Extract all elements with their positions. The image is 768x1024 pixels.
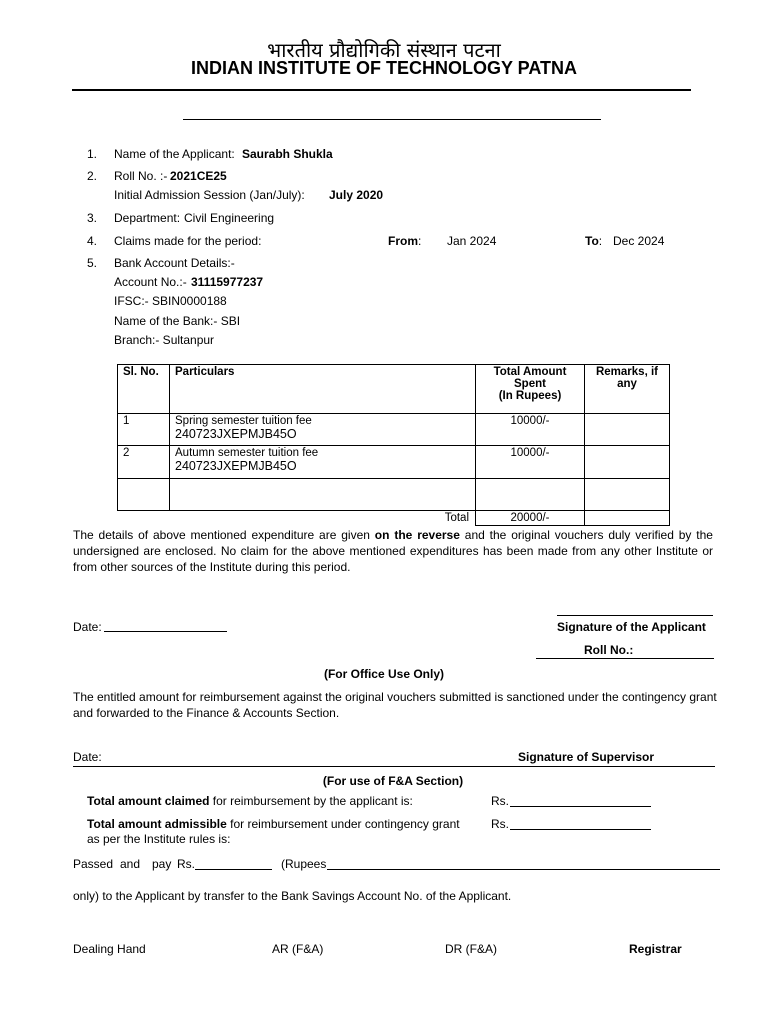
item-number-2: 2.: [87, 169, 98, 183]
item-number-1: 1.: [87, 147, 98, 161]
table-row: [118, 446, 670, 479]
total-admissible-label: [87, 817, 460, 831]
branch-line: Branch:- Sultanpur: [114, 333, 215, 347]
admissible-rs-blank: [510, 829, 651, 830]
bank-name-line: Name of the Bank:- SBI: [114, 314, 241, 328]
header-remarks: [585, 365, 670, 414]
ar-fa-label: AR (F&A): [272, 942, 324, 956]
from-label-text: From: [388, 234, 418, 248]
office-use-text: The entitled amount for reimbursement against the original vouchers submitted is sanctioned under the contingency grant and forwarded to the Finance & Accounts Section.: [73, 690, 717, 720]
supervisor-signature-label: Signature of Supervisor: [518, 750, 655, 764]
particular-text: Autumn semester tuition fee: [175, 447, 319, 459]
dr-fa-label: DR (F&A): [445, 942, 497, 956]
claims-period-label: Claims made for the period:: [114, 234, 262, 248]
row-remarks: [585, 446, 670, 479]
to-label-text: To: [585, 234, 599, 248]
header-amount-line1: Total Amount: [493, 366, 567, 378]
passed-word-1: Passed: [73, 857, 114, 871]
department-value: Civil Engineering: [184, 211, 275, 225]
table-empty-row: [118, 479, 670, 511]
to-colon: :: [598, 234, 603, 248]
total-value: 20000/-: [476, 511, 585, 526]
applicant-signature-label: Signature of the Applicant: [557, 620, 706, 634]
header-divider: [72, 89, 691, 91]
total-claimed-rest: for reimbursement by the applicant is:: [209, 794, 413, 808]
roll-no-sign-label: Roll No.:: [584, 643, 634, 657]
admission-session-label: Initial Admission Session (Jan/July):: [114, 188, 305, 202]
from-label: [388, 234, 421, 248]
rupees-label: (Rupees: [281, 857, 327, 871]
total-admissible-bold: Total amount admissible: [87, 817, 227, 831]
admissible-rs-label: Rs.: [491, 817, 509, 831]
table-row: [118, 414, 670, 446]
header-remarks-line1: Remarks, if: [595, 366, 658, 378]
roll-no-value: 2021CE25: [170, 169, 227, 183]
passed-rs-blank: [195, 869, 272, 870]
supervisor-divider: [73, 766, 715, 767]
header-amount-line2: Spent: [514, 378, 546, 390]
to-value: Dec 2024: [613, 234, 665, 248]
row-particulars: [170, 446, 476, 479]
admission-session-value: July 2020: [329, 188, 384, 202]
item-number-3: 3.: [87, 211, 98, 225]
dealing-hand-label: Dealing Hand: [73, 942, 146, 956]
total-claimed-label: [87, 794, 413, 808]
transfer-text: only) to the Applicant by transfer to the Bank Savings Account No. of the Applicant.: [73, 889, 512, 903]
header-sl-no: Sl. No.: [118, 365, 170, 414]
account-no-label: Account No.:-: [114, 275, 187, 289]
declaration-part2: and the original vouchers duly verified by the undersigned are enclosed. No claim for the above mentioned expenditures has been made from any other Institute or from other sources of the Institute during this period.: [73, 528, 713, 574]
expenditure-table: [117, 364, 670, 526]
declaration-part1: The details of above mentioned expenditure are given: [73, 528, 375, 542]
date-label: Date:: [73, 620, 102, 634]
row-particulars: [170, 414, 476, 446]
institute-title: INDIAN INSTITUTE OF TECHNOLOGY PATNA: [191, 58, 577, 78]
row-amount: 10000/-: [476, 414, 585, 446]
to-label: [585, 234, 602, 248]
item-number-5: 5.: [87, 256, 98, 270]
passed-word-3: pay: [152, 857, 172, 871]
title-blank-line: [183, 119, 601, 120]
date-blank-line: [104, 631, 227, 632]
office-use-title: (For Office Use Only): [323, 667, 445, 681]
passed-rs-label: Rs.: [177, 857, 195, 871]
claimed-rs-blank: [510, 806, 651, 807]
bank-details-label: Bank Account Details:-: [114, 256, 235, 270]
particular-text: Spring semester tuition fee: [175, 415, 312, 427]
department-label: Department:: [114, 211, 181, 225]
table-header-row: [118, 365, 670, 414]
row-sl-no: 2: [118, 446, 170, 479]
particular-reference: 240723JXEPMJB45O: [175, 427, 297, 441]
applicant-name-value: Saurabh Shukla: [242, 147, 333, 161]
header-total-amount: [476, 365, 585, 414]
total-claimed-bold: Total amount claimed: [87, 794, 210, 808]
claimed-rs-label: Rs.: [491, 794, 509, 808]
declaration-bold: on the reverse: [374, 528, 460, 542]
particular-reference: 240723JXEPMJB45O: [175, 459, 297, 473]
row-amount: 10000/-: [476, 446, 585, 479]
applicant-name-label: Name of the Applicant:: [114, 147, 235, 161]
roll-no-blank-line: [536, 658, 714, 659]
row-sl-no: 1: [118, 414, 170, 446]
ifsc-line: IFSC:- SBIN0000188: [114, 294, 227, 308]
row-remarks: [585, 414, 670, 446]
total-label: Total: [170, 511, 476, 526]
header-remarks-line2: any: [617, 378, 637, 390]
header-particulars: Particulars: [170, 365, 476, 414]
fa-section-title: (For use of F&A Section): [322, 774, 464, 788]
table-total-row: [118, 511, 670, 526]
header-amount-line3: (In Rupees): [498, 390, 562, 402]
account-no-value: 31115977237: [191, 275, 264, 289]
item-number-4: 4.: [87, 234, 98, 248]
declaration-text: [73, 527, 713, 575]
office-date-label: Date:: [73, 750, 102, 764]
from-colon: :: [418, 234, 422, 248]
institute-hindi-title: भारतीय प्रौद्योगिकी संस्थान पटना: [267, 38, 501, 62]
registrar-label: Registrar: [629, 942, 682, 956]
passed-word-2: and: [120, 857, 141, 871]
total-admissible-line2: as per the Institute rules is:: [87, 832, 231, 846]
rupees-blank: [327, 869, 720, 870]
total-admissible-rest: for reimbursement under contingency grant: [226, 817, 460, 831]
roll-no-label: Roll No. :-: [114, 169, 168, 183]
from-value: Jan 2024: [447, 234, 497, 248]
applicant-signature-line: [557, 615, 713, 616]
